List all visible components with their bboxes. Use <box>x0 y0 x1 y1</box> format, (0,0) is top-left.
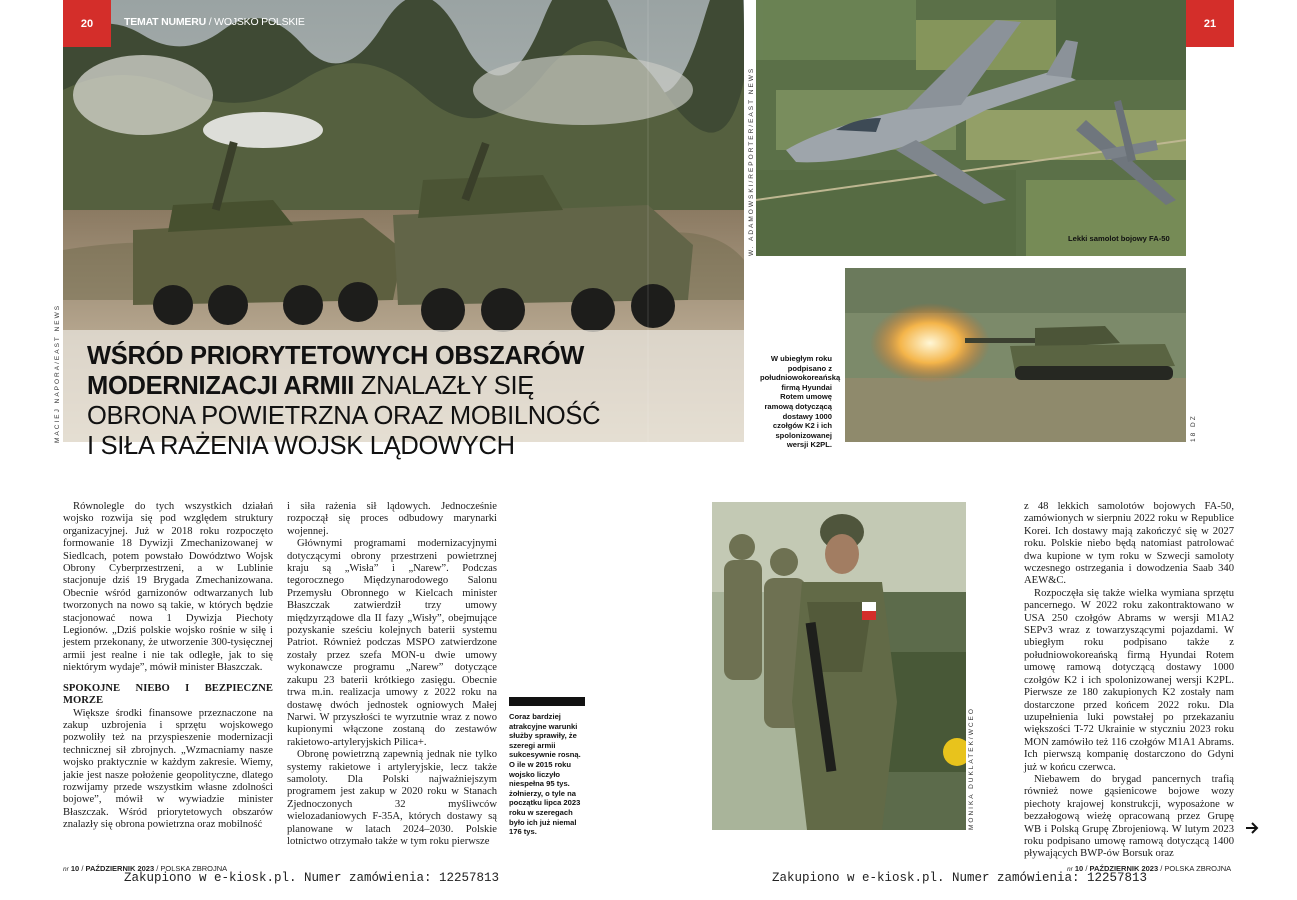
page-number-left <box>63 0 111 47</box>
footer-issue-number: 10 <box>70 864 80 873</box>
k2-tank-photo <box>845 268 1186 442</box>
jet-photo-credit: W. ADAMOWSKI/REPORTER/EAST NEWS <box>748 66 755 256</box>
column3-paragraph-3: Niebawem do brygad pancernych trafią również nowe gąsienicowe bojowe wozy piechoty krajowej konstrukcji, wyposażone w bezzałogową wieżę opracowaną przez Grupę WB i Polską Grupę Zbrojeniową. W lutym 2023 roku podpisano umowę ramową dotyczącą 1400 pływających BWP-ów Borsuk oraz <box>1024 773 1234 860</box>
soldiers-photo-credit: MONIKA DUKLATEK/WCEO <box>968 707 975 830</box>
column2-paragraph-3: Obronę powietrzną zapewnią jednak nie tylko systemy rakietowe i artyleryjskie, lecz także samoloty. Dla Polski najważniejszym programem jest zakup w 2020 roku w Stanach Zjednoczonych 32 myśliwców wielozadaniowych F-35A, których dostawy są planowane w latach 2024–2030. Polskie lotnictwo otrzymało także w tym roku pierwsze <box>287 749 497 847</box>
column2-paragraph-2: Głównymi programami modernizacyjnymi dotyczącymi obrony przestrzeni powietrznej kraju są „Wisła” i „Narew”. Podczas tegorocznego Międzynarodowego Salonu Przemysłu Obronnego w Kielcach minister Błaszczak zatwierdził trzy umowy międzyrządowe dla II fazy „Wisły”, obejmujące pozyskanie sześciu kolejnych baterii systemu Patriot. Również podczas MSPO zatwierdzone zostały przez szefa MON-u dwie umowy wykonawcze programu „Narew” dotyczące zakupu 23 baterii krótkiego zasięgu. Obecnie trwa m.in. realizacja umowy z 2022 roku na dostawę dwóch jednostek ogniowych Małej Narwi. W przyszłości te wyrzutnie wraz z nowo kupionymi włączone zostaną do zestawów rakietowo-artyleryjskich Pilica+. <box>287 538 497 748</box>
section-main-label: TEMAT NUMERU <box>124 16 206 28</box>
soldiers-illustration <box>712 502 966 830</box>
section-header <box>124 16 305 28</box>
footer-nr-label: nr <box>1067 866 1073 873</box>
hero-photo-credit: MACIEJ NAPORA/EAST NEWS <box>54 303 61 443</box>
footer-magazine-name: POLSKA ZBROJNA <box>1164 864 1232 873</box>
footer-month: PAŹDZIERNIK 2023 <box>85 864 155 873</box>
headline-line-2-bold: MODERNIZACJI ARMII <box>87 372 355 400</box>
footer-issue-number: 10 <box>1074 864 1084 873</box>
article-column-1 <box>63 501 273 832</box>
purchase-stamp-right: Zakupiono w e-kiosk.pl. Numer zamówienia: 12257813 <box>772 871 1148 885</box>
section-separator: / <box>208 16 212 28</box>
section-sub-label: WOJSKO POLSKIE <box>214 16 305 28</box>
footer-separator: / <box>81 864 84 873</box>
article-column-3 <box>1024 501 1234 861</box>
column1-paragraph-1: Równolegle do tych wszystkich działań wojsko rozwija się pod względem struktury organizacyjnej. Już w 2018 roku rozpoczęto formowanie 18 Dywizji Zmechanizowanej w Siedlcach, potem powstało Dowództwo Wojsk Obrony Cyberprzestrzeni, a w Lublinie stacjonuje dziś 19 Brygada Zmechanizowana. Obecnie wśród garnizonów odtwarzanych lub tworzonych na nowo są takie, w których będzie stacjonować nowa 1 Dywizja Piechoty Legionów. „Dziś polskie wojsko rośnie w siłę i jestem przekonany, że utworzenie 300-tysięcznej armii jest realne i nie tak odległe, jak to się niektórym wydaje”, mówił minister Błaszczak. <box>63 501 273 674</box>
page-number-right <box>1186 0 1234 47</box>
soldiers-caption: Coraz bardziej atrakcyjne warunki służby sprawiły, że szeregi armii sukcesywnie rosną. O ile w 2015 roku wojsko liczyło niespełna 95 tys. żołnierzy, o tyle na początku lipca 2023 roku w szeregach było ich już niemal 176 tys. <box>509 712 581 837</box>
headline-line-2-light: ZNALAZŁY SIĘ <box>354 372 534 400</box>
fa50-jet-illustration <box>756 0 1186 256</box>
tank-photo-credit: 18 DZ <box>1190 414 1197 442</box>
column3-paragraph-1: z 48 lekkich samolotów bojowych FA-50, zamówionych w sierpniu 2022 roku w Republice Korei. Ich dostawy mają zakończyć się w 2027 roku. Polskie niebo będą natomiast patrolować dwa kupione w tym roku w Szwecji samoloty wczesnego ostrzegania i dowodzenia Saab 340 AEW&C. <box>1024 501 1234 587</box>
footer-nr-label: nr <box>63 866 69 873</box>
column3-paragraph-2: Rozpoczęła się także wielka wymiana sprzętu pancernego. W 2022 roku zakontraktowano w USA 250 czołgów Abrams w wersji M1A2 SEPv3 wraz z towarzyszącymi pojazdami. W ubiegłym roku podpisano także z południowokoreańską firmą Hyundai Rotem umowę ramową dotyczącą dostawy 1000 czołgów K2 i ich spolonizowanej wersji K2PL. Pierwsze ze 180 zakupionych K2 zostały nam dostarczone przed końcem 2022 roku. Dla uzupełnienia luki powstałej po przekazaniu większości T-72 Ukrainie w styczniu 2023 roku MON zamówiło też 116 czołgów M1A1 Abrams. Ich pierwszą kompanię dostarczono do Gdyni już w końcu czerwca. <box>1024 587 1234 773</box>
footer-separator: / <box>1085 864 1088 873</box>
purchase-stamp-left: Zakupiono w e-kiosk.pl. Numer zamówienia: 12257813 <box>124 871 500 885</box>
headline <box>87 341 607 461</box>
column1-paragraph-2: Większe środki finansowe przeznaczone na zakup uzbrojenia i sprzętu wojskowego pozwoliły też na przyspieszenie modernizacji technicznej sił zbrojnych. „Wzmacniamy nasze wojsko praktycznie w każdym zakresie. Wiemy, jakie jest nasze położenie geopolityczne, dlatego rozwijamy przede wszystkim własne zdolności bojowe”, mówił w wywiadzie minister Błaszczak. Wśród priorytetowych obszarów znalazły się obrona powietrzna oraz mobilność <box>63 707 273 831</box>
headline-line-3: OBRONA POWIETRZNA ORAZ MOBILNOŚĆ <box>87 402 601 430</box>
k2-tank-illustration <box>845 268 1186 442</box>
footer-magazine-name: POLSKA ZBROJNA <box>160 864 228 873</box>
jet-caption: Lekki samolot bojowy FA-50 <box>1068 234 1170 243</box>
column1-subheading: SPOKOJNE NIEBO I BEZPIECZNE MORZE <box>63 682 273 707</box>
soldiers-photo <box>712 502 966 830</box>
headline-line-1: WŚRÓD PRIORYTETOWYCH OBSZARÓW <box>87 342 585 370</box>
footer-separator: / <box>156 864 159 873</box>
page-number-text: 20 <box>80 17 94 30</box>
column2-paragraph-1: i siła rażenia sił lądowych. Jednocześnie rozpoczął się proces odbudowy marynarki wojennej. <box>287 501 497 537</box>
fa50-jet-photo <box>756 0 1186 256</box>
page-number-text: 21 <box>1203 17 1217 30</box>
tank-caption: W ubiegłym roku podpisano z południowokoreańską firmą Hyundai Rotem umowę ramową dotyczącą dostawy 1000 czołgów K2 i ich spolonizowanej wersji K2PL. <box>760 354 841 450</box>
footer-separator: / <box>1160 864 1163 873</box>
arrow-right-icon <box>1244 820 1260 836</box>
caption-bar <box>509 697 585 706</box>
article-column-2 <box>287 501 497 848</box>
footer-month: PAŹDZIERNIK 2023 <box>1089 864 1159 873</box>
headline-line-4: I SIŁA RAŻENIA WOJSK LĄDOWYCH <box>87 432 515 460</box>
